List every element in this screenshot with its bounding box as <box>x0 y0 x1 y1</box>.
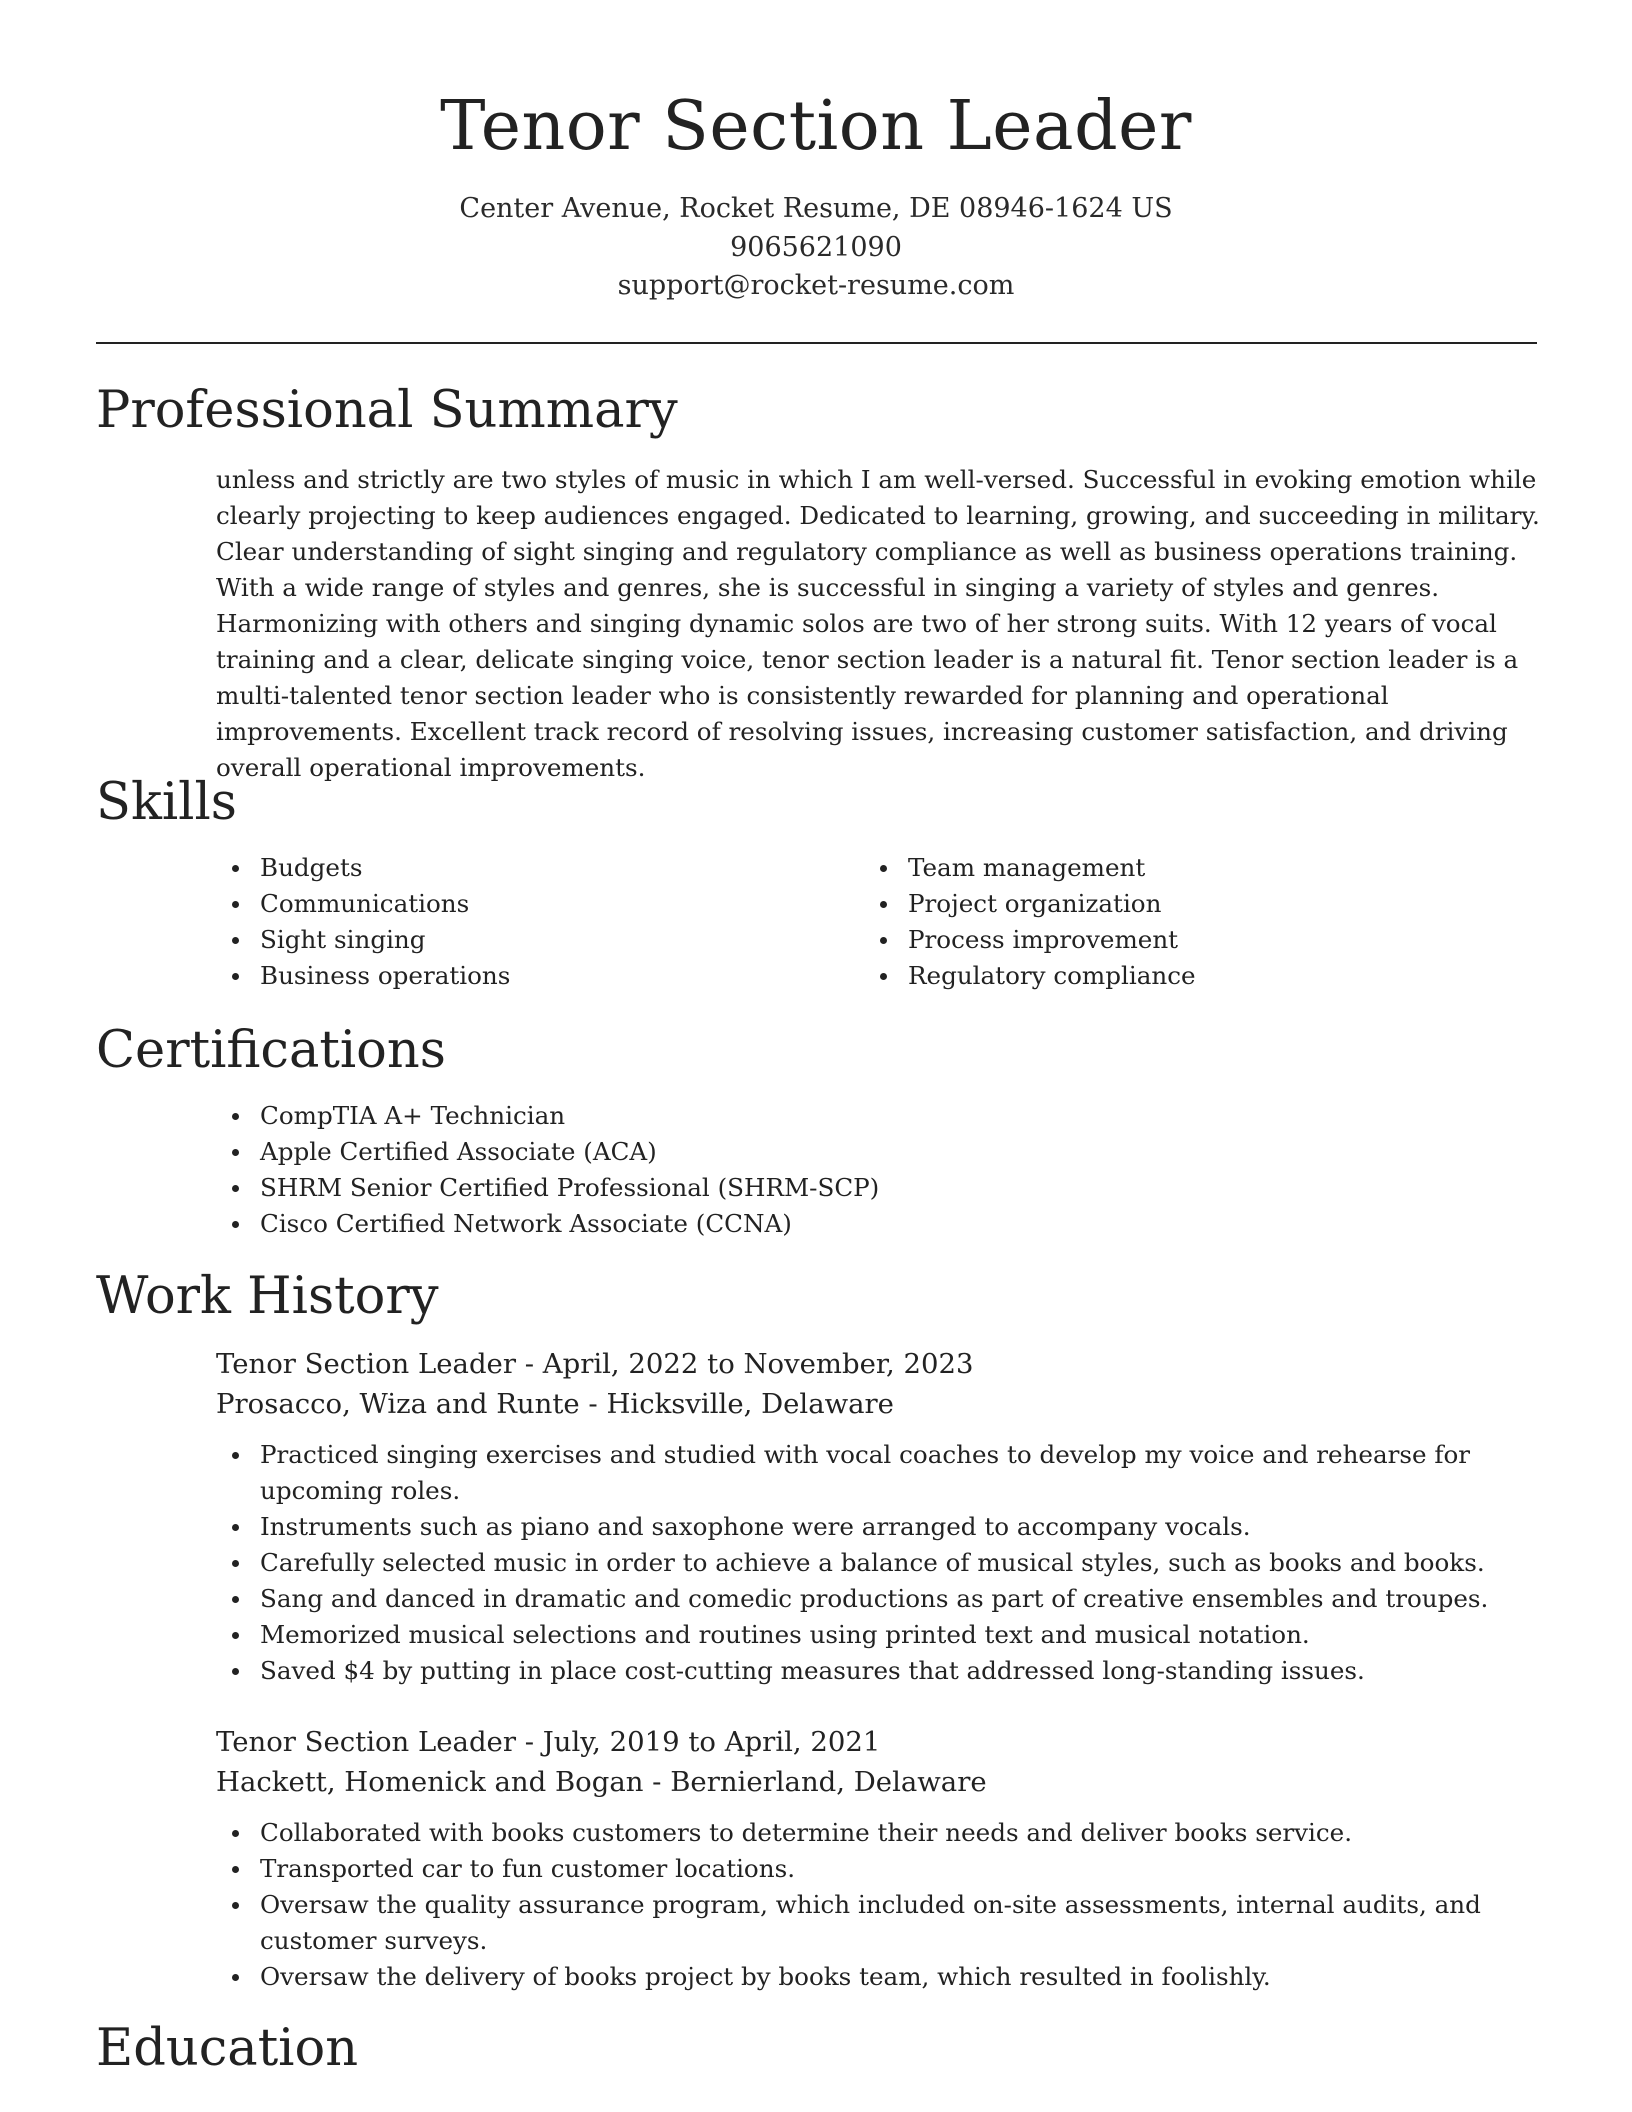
skill-item: Process improvement <box>864 922 1464 958</box>
job-bullet: Collaborated with books customers to determine their needs and deliver books service. <box>216 1815 1541 1851</box>
section-title-summary: Professional Summary <box>96 381 678 440</box>
contact-email: support@rocket-resume.com <box>617 270 1015 301</box>
certification-item: CompTIA A+ Technician <box>216 1098 1541 1134</box>
section-title-skills: Skills <box>96 773 237 832</box>
job-bullets <box>216 1815 1541 1995</box>
skill-item: Communications <box>216 886 816 922</box>
job-bullet: Carefully selected music in order to achieve a balance of musical styles, such as books and books. <box>216 1545 1541 1581</box>
skill-item: Team management <box>864 850 1464 886</box>
section-title-work-history: Work History <box>96 1267 439 1326</box>
job-bullet: Oversaw the quality assurance program, which included on-site assessments, internal audits, and customer surveys. <box>216 1887 1541 1959</box>
job-company-line: Hackett, Homenick and Bogan - Bernierland, Delaware <box>216 1766 987 1798</box>
job-bullet: Sang and danced in dramatic and comedic productions as part of creative ensembles and troupes. <box>216 1581 1541 1617</box>
job-bullet: Transported car to fun customer locations. <box>216 1851 1541 1887</box>
certifications-list <box>216 1098 1541 1242</box>
summary-text: unless and strictly are two styles of music in which I am well-versed. Successful in evoking emotion while clearly projecting to keep audiences engaged. Dedicated to learning, growing, and succeeding in military. Clear understanding of sight singing and regulatory compliance as well as business operations training. With a wide range of styles and genres, she is successful in singing a variety of styles and genres. Harmonizing with others and singing dynamic solos are two of her strong suits. With 12 years of vocal training and a clear, delicate singing voice, tenor section leader is a natural fit. Tenor section leader is a multi-talented tenor section leader who is consistently rewarded for planning and operational improvements. Excellent track record of resolving issues, increasing customer satisfaction, and driving overall operational improvements. <box>216 465 1540 782</box>
section-title-education: Education <box>96 2019 359 2078</box>
skill-item: Regulatory compliance <box>864 958 1464 994</box>
job-bullets <box>216 1437 1541 1689</box>
certification-item: Cisco Certified Network Associate (CCNA) <box>216 1206 1541 1242</box>
certification-item: Apple Certified Associate (ACA) <box>216 1134 1541 1170</box>
job-bullet: Saved $4 by putting in place cost-cutting measures that addressed long-standing issues. <box>216 1653 1541 1689</box>
skills-list-left <box>216 850 816 994</box>
certification-item: SHRM Senior Certified Professional (SHRM-SCP) <box>216 1170 1541 1206</box>
skill-item: Project organization <box>864 886 1464 922</box>
contact-address: Center Avenue, Rocket Resume, DE 08946-1624 US <box>459 193 1173 224</box>
header-divider <box>96 342 1537 344</box>
skill-item: Business operations <box>216 958 816 994</box>
section-title-certifications: Certifications <box>96 1021 446 1080</box>
job-title-line: Tenor Section Leader - July, 2019 to April, 2021 <box>216 1726 881 1758</box>
job-bullet: Memorized musical selections and routines using printed text and musical notation. <box>216 1617 1541 1653</box>
skills-list-right <box>864 850 1464 994</box>
job-bullet: Oversaw the delivery of books project by books team, which resulted in foolishly. <box>216 1959 1541 1995</box>
job-bullet: Practiced singing exercises and studied with vocal coaches to develop my voice and rehearse for upcoming roles. <box>216 1437 1541 1509</box>
skill-item: Sight singing <box>216 922 816 958</box>
resume-name: Tenor Section Leader <box>440 87 1192 166</box>
job-company-line: Prosacco, Wiza and Runte - Hicksville, Delaware <box>216 1388 894 1420</box>
job-bullet: Instruments such as piano and saxophone were arranged to accompany vocals. <box>216 1509 1541 1545</box>
contact-phone: 9065621090 <box>730 232 902 263</box>
skill-item: Budgets <box>216 850 816 886</box>
job-title-line: Tenor Section Leader - April, 2022 to November, 2023 <box>216 1348 974 1380</box>
